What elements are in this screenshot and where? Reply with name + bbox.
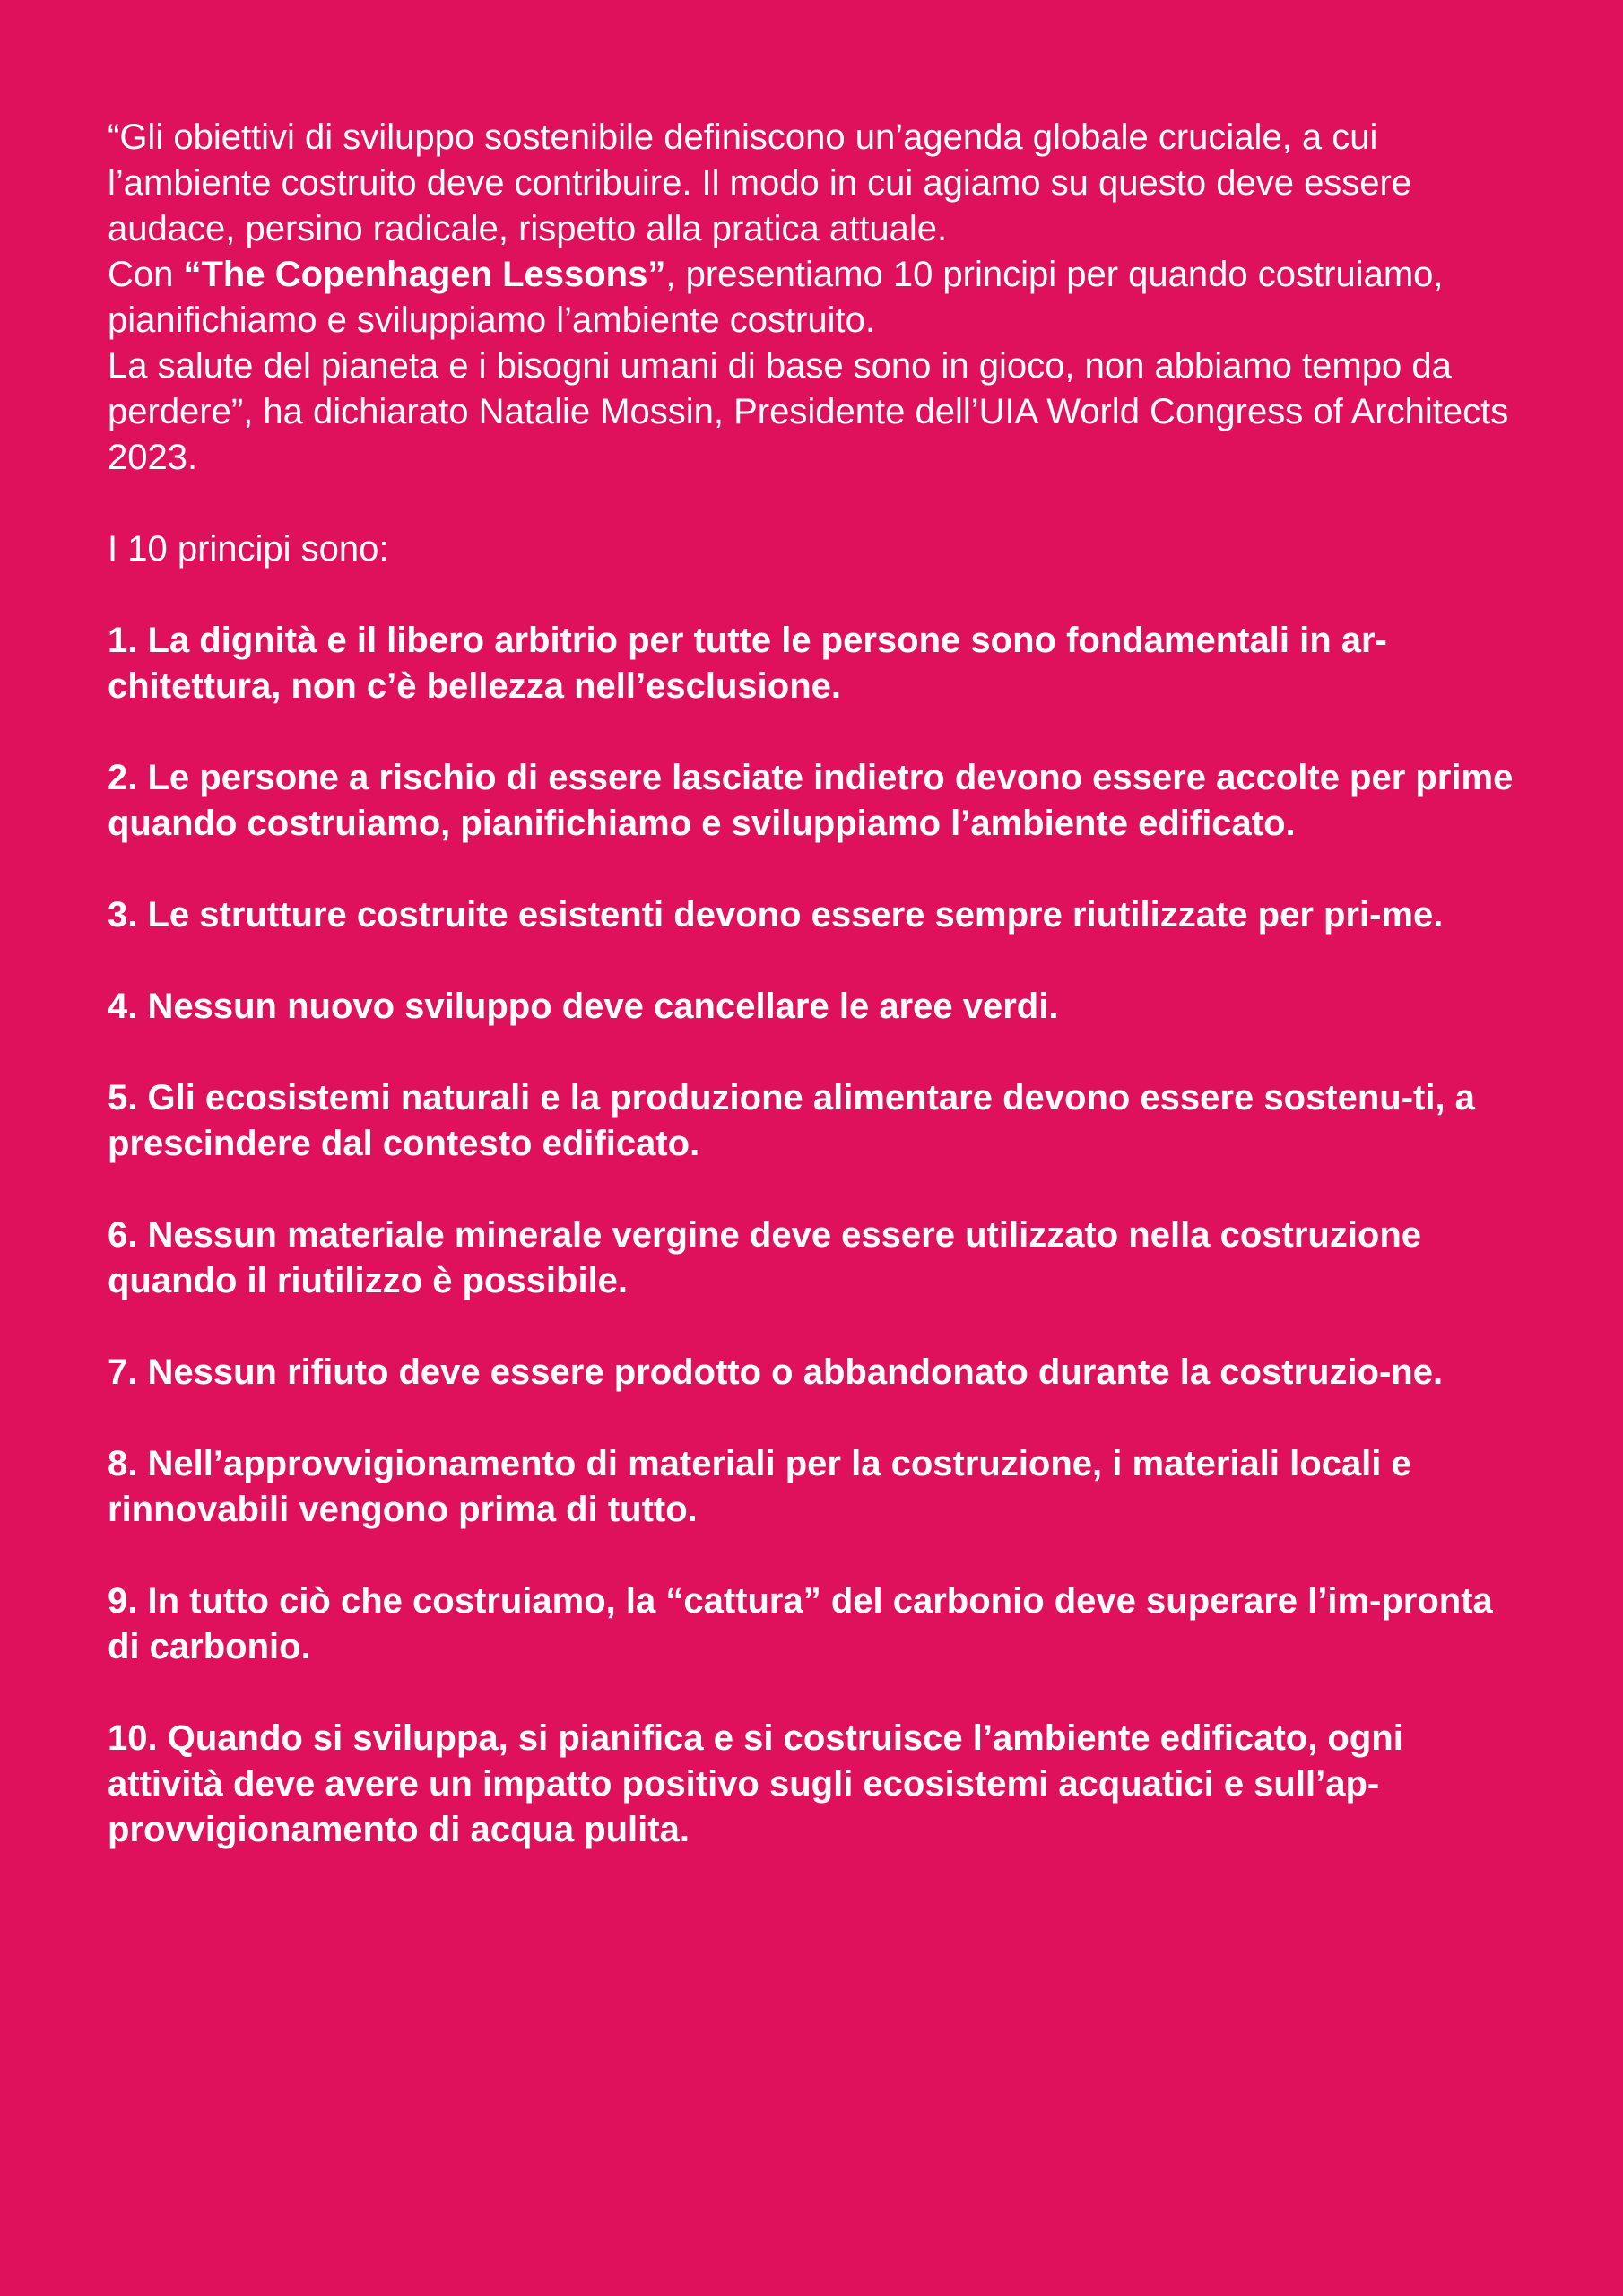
principle-item: 9. In tutto ciò che costruiamo, la “cattura” del carbonio deve superare l’im-pronta di carbonio. — [108, 1581, 1493, 1666]
principle-item: 5. Gli ecosistemi naturali e la produzione alimentare devono essere sostenu-ti, a prescindere dal contesto edificato. — [108, 1078, 1475, 1163]
intro-prefix: Con — [108, 255, 184, 294]
principle-item: 10. Quando si sviluppa, si pianifica e si costruisce l’ambiente edificato, ogni attività deve avere un impatto positivo sugli ecosistemi acquatici e sull’ap-provvigionamento di acqua pulita. — [108, 1718, 1403, 1849]
principle-item: 7. Nessun rifiuto deve essere prodotto o abbandonato durante la costruzio-ne. — [108, 1352, 1444, 1392]
principle-item: 8. Nell’approvvigionamento di materiali per la costruzione, i materiali locali e rinnovabili vengono prima di tutto. — [108, 1444, 1411, 1529]
principle-item: 1. La dignità e il libero arbitrio per tutte le persone sono fondamentali in ar-chitettura, non c’è bellezza nell’esclusione. — [108, 621, 1387, 706]
intro-paragraph-2 — [108, 252, 1515, 344]
copenhagen-lessons-title: “The Copenhagen Lessons” — [183, 255, 666, 294]
principle-item: 3. Le strutture costruite esistenti devono essere sempre riutilizzate per pri-me. — [108, 895, 1444, 935]
intro-suffix: , presentiamo 10 principi per quando costruiamo, pianifichiamo e sviluppiamo l’ambiente costruito. — [108, 255, 1444, 340]
intro-quote — [108, 115, 1515, 481]
principles-list — [108, 618, 1515, 1853]
document-page — [108, 115, 1515, 1853]
intro-paragraph-3: La salute del pianeta e i bisogni umani di base sono in gioco, non abbiamo tempo da perdere”, ha dichiarato Natalie Mossin, Presidente dell’UIA World Congress of Architects 2023. — [108, 346, 1509, 477]
principles-lead: I 10 principi sono: — [108, 529, 389, 569]
principle-item: 4. Nessun nuovo sviluppo deve cancellare le aree verdi. — [108, 987, 1059, 1026]
principle-item: 6. Nessun materiale minerale vergine deve essere utilizzato nella costruzione quando il riutilizzo è possibile. — [108, 1215, 1422, 1300]
principle-item: 2. Le persone a rischio di essere lasciate indietro devono essere accolte per prime quando costruiamo, pianifichiamo e sviluppiamo l’ambiente edificato. — [108, 758, 1514, 843]
intro-paragraph-1: “Gli obiettivi di sviluppo sostenibile definiscono un’agenda globale cruciale, a cui l’ambiente costruito deve contribuire. Il modo in cui agiamo su questo deve essere audace, persino radicale, rispetto alla pratica attuale. — [108, 117, 1412, 248]
